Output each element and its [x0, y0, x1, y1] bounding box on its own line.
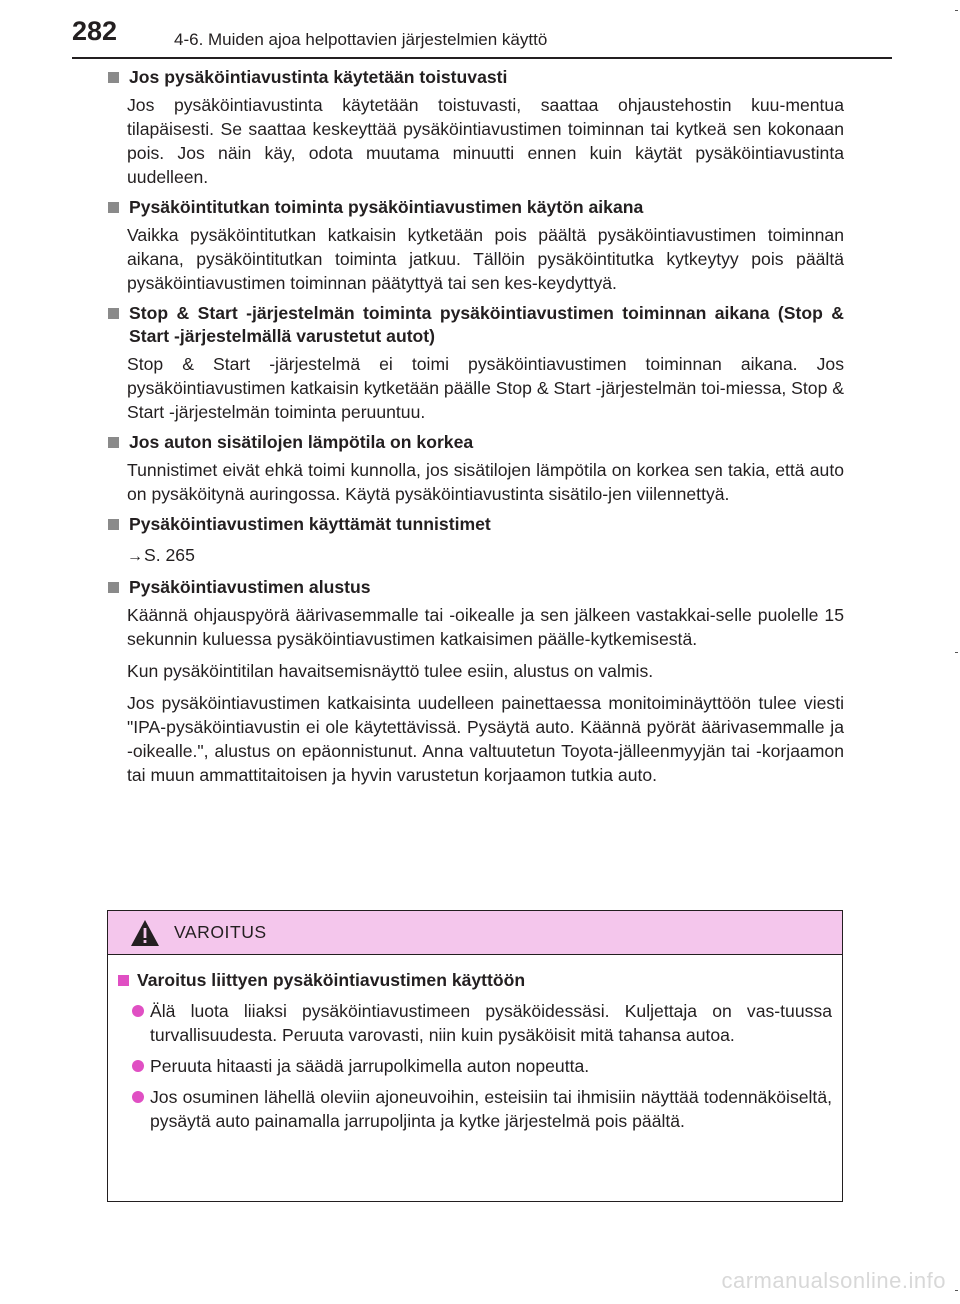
- section-paragraph: Jos pysäköintiavustimen katkaisinta uudelleen painettaessa monitoiminäyttöön tulee viesti "IPA-pysäköintiavustin ei ole käytettävissä. Pysäytä auto. Käännä pyörät äärivasemmalle ja -oikealle.", alustus on epäonnistunut. Anna valtuutetun Toyota-jälleenmyyjän tai -korjaamon tai muun ammattitaitoisen ja hyvin varustetun korjaamon tutkia auto.: [127, 693, 844, 785]
- warning-header: [108, 911, 842, 955]
- section-paragraph: Käännä ohjauspyörä äärivasemmalle tai -oikealle ja sen jälkeen vastakkai-selle puolelle 15 sekunnin kuluessa pysäköintiavustimen katkaisimen päälle-kytkemisestä.: [127, 605, 844, 649]
- section-heading: Jos pysäköintiavustinta käytetään toistuvasti: [108, 66, 844, 89]
- section-paragraph: Jos pysäköintiavustinta käytetään toistuvasti, saattaa ohjaustehostin kuu-mentua tilapäisesti. Se saattaa keskeyttää pysäköintiavustimen toiminnan tai kytkeä sen kokonaan pois. Jos näin käy, odota muutama minuutti ennen kuin käytät pysäköintiavustinta uudelleen.: [127, 95, 844, 187]
- warning-bullet: Peruuta hitaasti ja säädä jarrupolkimella auton nopeutta.: [132, 1054, 832, 1078]
- section-heading: Pysäköintitutkan toiminta pysäköintiavustimen käytön aikana: [108, 196, 844, 219]
- warning-bullet: Jos osuminen lähellä oleviin ajoneuvoihin, esteisiin tai ihmisiin näyttää todennäköiseltä, pysäytä auto painamalla jarrupoljinta ja kytke järjestelmä pois päältä.: [132, 1085, 832, 1133]
- warning-heading: Varoitus liittyen pysäköintiavustimen käyttöön: [118, 969, 832, 992]
- warning-box: [107, 910, 843, 1202]
- section-heading: Jos auton sisätilojen lämpötila on korkea: [108, 431, 844, 454]
- round-bullet-icon: [132, 1060, 144, 1072]
- section-repeated-use: [108, 66, 844, 189]
- crop-mark: [955, 652, 958, 653]
- section-sensors: [108, 513, 844, 569]
- section-heading: Pysäköintiavustimen alustus: [108, 576, 844, 599]
- warning-triangle-icon: [130, 919, 160, 947]
- section-parking-sensor: [108, 196, 844, 295]
- header-rule: [72, 57, 892, 59]
- chapter-title: 4-6. Muiden ajoa helpottavien järjestelmien käyttö: [174, 30, 548, 49]
- square-bullet-icon: [108, 72, 119, 83]
- page-reference[interactable]: [127, 543, 844, 569]
- square-bullet-icon: [118, 975, 129, 986]
- square-bullet-icon: [108, 519, 119, 530]
- square-bullet-icon: [108, 582, 119, 593]
- crop-mark: [955, 1290, 958, 1291]
- square-bullet-icon: [108, 202, 119, 213]
- arrow-right-icon: →: [127, 548, 143, 565]
- section-heading: Stop & Start -järjestelmän toiminta pysäköintiavustimen toiminnan aikana (Stop & Start -järjestelmällä varustetut autot): [108, 302, 844, 348]
- section-high-temperature: [108, 431, 844, 506]
- section-stop-start: [108, 302, 844, 424]
- warning-body: [108, 955, 842, 1133]
- section-paragraph: Stop & Start -järjestelmä ei toimi pysäköintiavustimen toiminnan aikana. Jos pysäköintiavustimen katkaisin kytketään päälle Stop & Start -järjestelmän toi-miessa, Stop & Start -järjestelmän toiminta peruuntuu.: [127, 354, 844, 422]
- page-reference-text: S. 265: [144, 545, 195, 565]
- section-initialization: [108, 576, 844, 787]
- main-content: [108, 66, 844, 794]
- page-number: 282: [72, 16, 118, 46]
- section-paragraph: Tunnistimet eivät ehkä toimi kunnolla, jos sisätilojen lämpötila on korkea sen takia, että auto on pysäköitynä auringossa. Käytä pysäköintiavustinta sisätilo-jen viilennettyä.: [127, 460, 844, 504]
- warning-bullet: Älä luota liiaksi pysäköintiavustimeen pysäköidessäsi. Kuljettaja on vas-tuussa turvallisuudesta. Peruuta varovasti, niin kuin pysäköisit mitä tahansa autoa.: [132, 999, 832, 1047]
- section-paragraph: Kun pysäköintitilan havaitsemisnäyttö tulee esiin, alustus on valmis.: [127, 661, 654, 681]
- round-bullet-icon: [132, 1091, 144, 1103]
- square-bullet-icon: [108, 437, 119, 448]
- section-heading: Pysäköintiavustimen käyttämät tunnistimet: [108, 513, 844, 536]
- watermark: carmanualsonline.info: [721, 1268, 946, 1293]
- square-bullet-icon: [108, 308, 119, 319]
- section-paragraph: Vaikka pysäköintitutkan katkaisin kytketään pois päältä pysäköintiavustimen toiminnan aikana, pysäköintitutkan toiminta jatkuu. Tällöin pysäköintitutka kytkeytyy pois päältä pysäköintiavustimen toiminnan päätyttyä tai sen kes-keydyttyä.: [127, 225, 844, 293]
- page-header: [0, 0, 960, 58]
- crop-mark: [955, 10, 958, 11]
- warning-title: VAROITUS: [174, 922, 267, 942]
- round-bullet-icon: [132, 1005, 144, 1017]
